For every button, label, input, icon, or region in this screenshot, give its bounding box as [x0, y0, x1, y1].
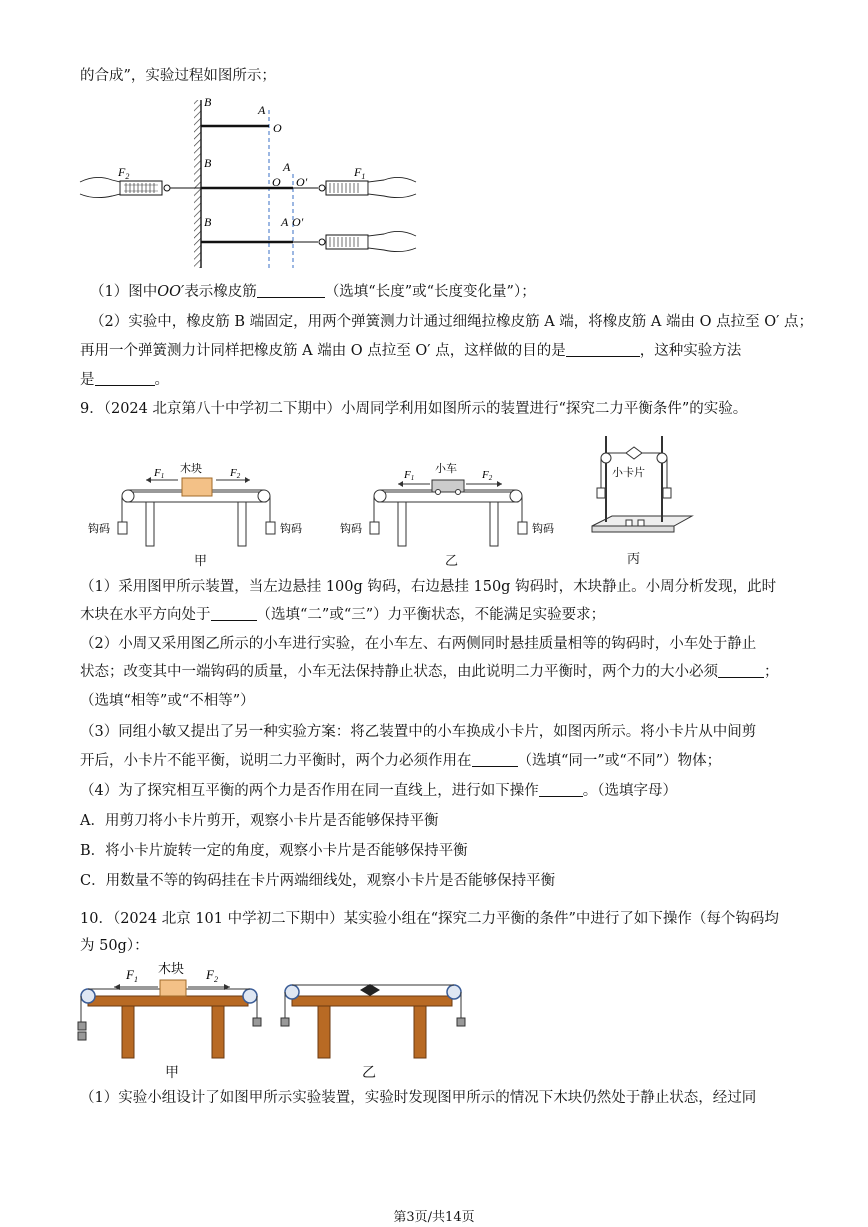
- label-f1: $F_1$: [354, 165, 366, 181]
- label-b-2: B: [204, 156, 212, 170]
- label-b-3: B: [204, 215, 212, 229]
- wall-hatch: [194, 100, 201, 268]
- left-hand-icon: [80, 177, 120, 197]
- label-f1-jia: F1: [154, 467, 165, 480]
- q10-head-1: 10．（2024 北京 101 中学初二下期中）某实验小组在“探究二力平衡的条件”中进行了如下操作（每个钩码均: [80, 911, 779, 927]
- q10-head-2: 为 50g）：: [80, 938, 149, 954]
- label-a-2: A: [283, 160, 291, 174]
- q8-part2-end: 是 。: [80, 372, 169, 388]
- caption-bing: 丙: [627, 552, 641, 567]
- figure-rubber-band-experiment: [78, 92, 418, 272]
- table-leg-left: [146, 502, 154, 546]
- svg-text:F1: $F_1$: [126, 967, 138, 984]
- q9-option-c: C．用数量不等的钩码挂在卡片两端细线处，观察小卡片是否能够保持平衡: [80, 873, 556, 889]
- small-card: [626, 447, 642, 459]
- label-b-1: B: [204, 95, 212, 109]
- page-footer: 第3页/共14页: [393, 1210, 475, 1225]
- right-hand-icon: [368, 177, 416, 197]
- q8-part1: （1）图中OO′表示橡皮筋 （选填“长度”或“长度变化量”）；: [90, 284, 536, 300]
- q9-l4: 状态；改变其中一端钩码的质量，小车无法保持静止状态，由此说明二力平衡时，两个力的大小必须 ；: [80, 664, 779, 680]
- weight-left: [118, 522, 127, 534]
- weight-right: [266, 522, 275, 534]
- pulley-right: [258, 490, 270, 502]
- q8-part2-cont: 再用一个弹簧测力计同样把橡皮筋 A 端由 O 点拉至 O′ 点，这样做的目的是 ，这种实验方法: [80, 343, 742, 359]
- blank-q8-1[interactable]: [257, 282, 325, 298]
- label-cart: 小车: [435, 463, 457, 475]
- q9-head: 9．（2024 北京第八十中学初二下期中）小周同学利用如图所示的装置进行“探究二力平衡条件”的实验。: [80, 401, 748, 417]
- label-a-1: A: [258, 103, 266, 117]
- table-leg-right: [238, 502, 246, 546]
- pulley-left-10: [81, 989, 95, 1003]
- wood-block: [182, 478, 212, 496]
- q8-part2: （2）实验中，橡皮筋 B 端固定，用两个弹簧测力计通过细绳拉橡皮筋 A 端，将橡皮筋 A 端由 O 点拉至 O′ 点；: [90, 314, 813, 330]
- caption-jia: 甲: [194, 554, 208, 569]
- spring-scale-single: [319, 235, 368, 249]
- q9-l1: （1）采用图甲所示装置，当左边悬挂 100g 钩码，右边悬挂 150g 钩码时，木块静止。小周分析发现，此时: [80, 579, 777, 595]
- weight-l2: [78, 1032, 86, 1040]
- label-o-2: O: [272, 175, 281, 189]
- blank-q9-4[interactable]: [539, 781, 583, 797]
- q9-l7: 开后，小卡片不能平衡，说明二力平衡时，两个力必须作用在 （选填“同一”或“不同”）物体；: [80, 753, 722, 769]
- label-weight-left-jia: 钩码: [88, 523, 110, 535]
- pulley-left: [122, 490, 134, 502]
- intro-line: 的合成”，实验过程如图所示；: [80, 68, 276, 84]
- label-block: 木块: [180, 463, 202, 475]
- label-a-3: A: [281, 215, 289, 229]
- figure-9-jia: [86, 440, 316, 560]
- q9-l8: （4）为了探究相互平衡的两个力是否作用在同一直线上，进行如下操作 。（选填字母）: [80, 783, 677, 799]
- svg-text:F1: F1: [404, 469, 415, 482]
- figure-9-bing: [582, 428, 702, 550]
- card-10: [360, 984, 380, 996]
- caption-10-yi: 乙: [362, 1065, 376, 1081]
- figure-9-yi: [338, 440, 568, 560]
- label-weight-right-jia: 钩码: [280, 523, 302, 535]
- q9-l3: （2）小周又采用图乙所示的小车进行实验，在小车左、右两侧同时悬挂质量相等的钩码时，小车处于静止: [80, 636, 757, 652]
- svg-text:钩码: 钩码: [340, 523, 362, 535]
- right-hand-icon-3: [368, 231, 416, 251]
- pulley-right-10: [243, 989, 257, 1003]
- wood-block-10: [160, 980, 186, 996]
- blank-q9-3[interactable]: [472, 751, 518, 767]
- blank-q8-2[interactable]: [566, 341, 640, 357]
- label-block-10: 木块: [158, 961, 185, 976]
- q9-option-a: A．用剪刀将小卡片剪开，观察小卡片是否能够保持平衡: [80, 813, 439, 829]
- caption-yi: 乙: [445, 554, 459, 569]
- svg-text:钩码: 钩码: [532, 523, 554, 535]
- svg-text:F2: F2: [482, 469, 493, 482]
- svg-text:F2: $F_2$: [206, 967, 218, 984]
- blank-q9-2[interactable]: [718, 662, 764, 678]
- table-top: [88, 996, 248, 1006]
- label-f2: $F_2$: [118, 165, 130, 181]
- label-o-prime-3: O′: [292, 215, 304, 229]
- q10-l1: （1）实验小组设计了如图甲所示实验装置，实验时发现图甲所示的情况下木块仍然处于静止状态，经过同: [80, 1090, 757, 1106]
- spring-scale-f2: [120, 181, 170, 195]
- spring-scale-f1: [319, 181, 368, 195]
- label-o-1: O: [273, 121, 282, 135]
- caption-10-jia: 甲: [165, 1065, 179, 1081]
- q9-option-b: B．将小卡片旋转一定的角度，观察小卡片是否能够保持平衡: [80, 843, 468, 859]
- label-f2-jia: F2: [230, 467, 241, 480]
- weight-l1: [78, 1022, 86, 1030]
- q9-l6: （3）同组小敏又提出了另一种实验方案：将乙装置中的小车换成小卡片，如图丙所示。将小卡片从中间剪: [80, 724, 757, 740]
- label-o-prime-2: O′: [296, 175, 308, 189]
- q9-l2: 木块在水平方向处于 （选填“二”或“三”）力平衡状态，不能满足实验要求；: [80, 607, 606, 623]
- blank-q9-1[interactable]: [211, 605, 257, 621]
- blank-q8-3[interactable]: [95, 370, 155, 386]
- label-card: 小卡片: [612, 467, 645, 479]
- weight-r1: [253, 1018, 261, 1026]
- q9-l5: （选填“相等”或“不相等”）: [80, 693, 255, 709]
